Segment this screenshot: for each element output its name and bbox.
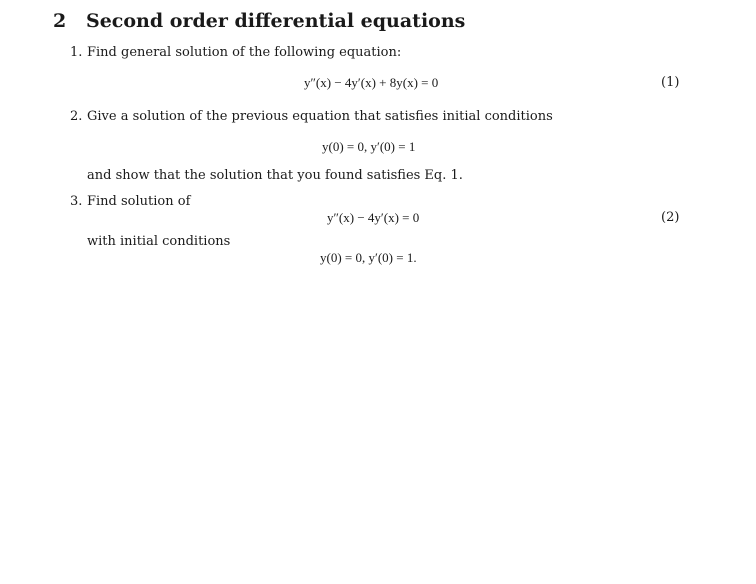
section-title: Second order differential equations [86,10,466,32]
item-text: Find general solution of the following equation: [87,45,402,60]
item-followup-text: with initial conditions [87,234,231,249]
item-text: Give a solution of the previous equation that satisfies initial conditions [87,109,553,124]
item-text: Find solution of [87,194,191,209]
equation-number: (2) [661,210,680,225]
equation-number: (1) [661,75,680,90]
equation: y″(x) − 4y′(x) = 0 [327,210,420,225]
equation: y″(x) − 4y′(x) + 8y(x) = 0 [304,75,439,90]
item-followup-text: and show that the solution that you found satisfies Eq. 1. [87,168,463,183]
item-number: 2. [70,109,83,124]
section-number: 2 [53,10,67,32]
initial-conditions: y(0) = 0, y′(0) = 1. [320,250,417,265]
item-number: 3. [70,194,83,209]
initial-conditions: y(0) = 0, y′(0) = 1 [322,139,416,154]
item-number: 1. [70,45,83,60]
